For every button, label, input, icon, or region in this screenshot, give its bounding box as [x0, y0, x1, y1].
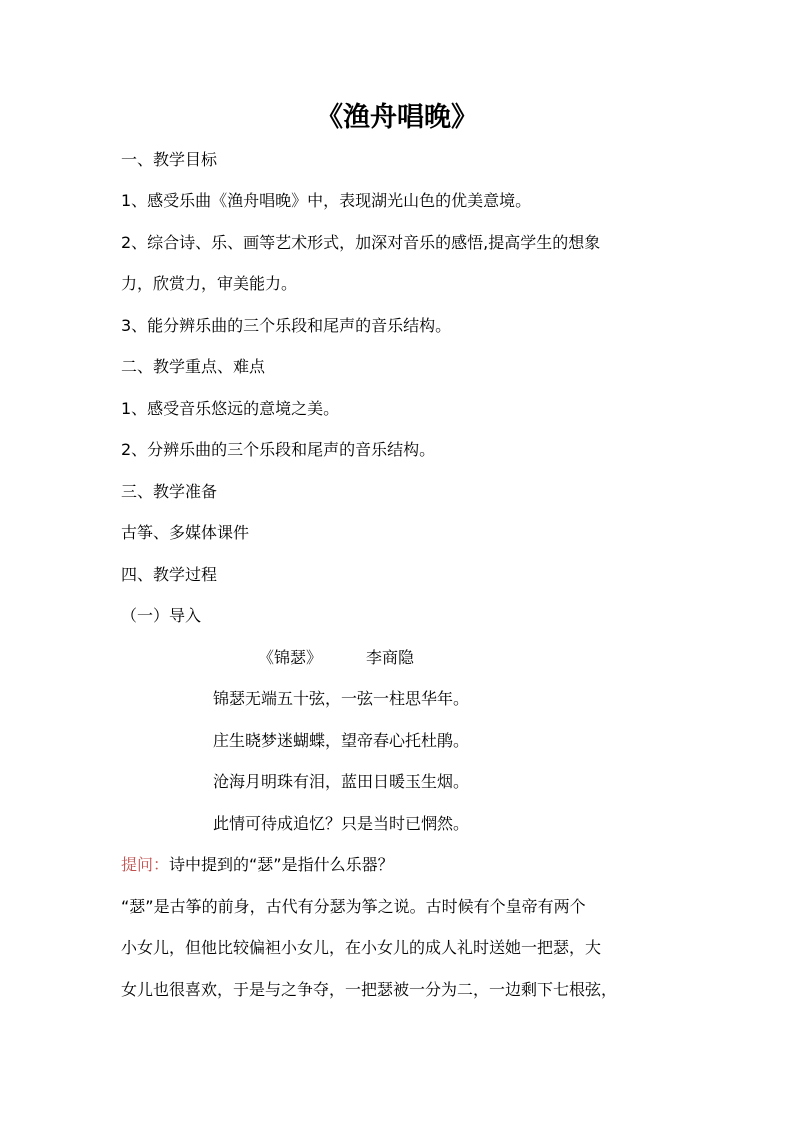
objective-item-2: 2、综合诗、乐、画等艺术形式，加深对音乐的感悟,提高学生的想象 — [121, 233, 601, 252]
section-heading-preparation: 三、教学准备 — [121, 482, 218, 501]
poem-title: 《锦瑟》 — [258, 648, 323, 667]
subsection-introduction: （一）导入 — [121, 606, 202, 625]
answer-line-1: “瑟”是古筝的前身，古代有分瑟为筝之说。古时候有个皇帝有两个 — [121, 897, 586, 916]
section-heading-key-points: 二、教学重点、难点 — [121, 357, 266, 376]
section-heading-objectives: 一、教学目标 — [121, 150, 218, 169]
poem-line-1: 锦瑟无端五十弦，一弦一柱思华年。 — [213, 689, 470, 708]
key-point-item-1: 1、感受音乐悠远的意境之美。 — [121, 399, 340, 418]
document-title: 《渔舟唱晚》 — [316, 102, 478, 133]
poem-line-4: 此情可待成追忆？只是当时已惘然。 — [213, 814, 470, 833]
key-point-item-2: 2、分辨乐曲的三个乐段和尾声的音乐结构。 — [121, 440, 436, 459]
preparation-body: 古筝、多媒体课件 — [121, 523, 250, 542]
question-label: 提问： — [121, 855, 170, 874]
objective-item-2-continued: 力，欣赏力，审美能力。 — [121, 274, 298, 293]
poem-author: 李商隐 — [366, 648, 415, 667]
answer-line-3: 女儿也很喜欢，于是与之争夺，一把瑟被一分为二，一边剩下七根弦， — [121, 980, 618, 999]
answer-line-2: 小女儿，但他比较偏袒小女儿，在小女儿的成人礼时送她一把瑟，大 — [121, 938, 602, 957]
poem-line-3: 沧海月明珠有泪，蓝田日暖玉生烟。 — [213, 772, 470, 791]
question-text: 诗中提到的“瑟”是指什么乐器？ — [169, 855, 394, 874]
question-line — [121, 855, 394, 875]
objective-item-1: 1、感受乐曲《渔舟唱晚》中，表现湖光山色的优美意境。 — [121, 191, 532, 210]
poem-header — [258, 648, 414, 668]
section-heading-process: 四、教学过程 — [121, 565, 218, 584]
poem-line-2: 庄生晓梦迷蝴蝶，望帝春心托杜鹃。 — [213, 731, 470, 750]
objective-item-3: 3、能分辨乐曲的三个乐段和尾声的音乐结构。 — [121, 316, 452, 335]
